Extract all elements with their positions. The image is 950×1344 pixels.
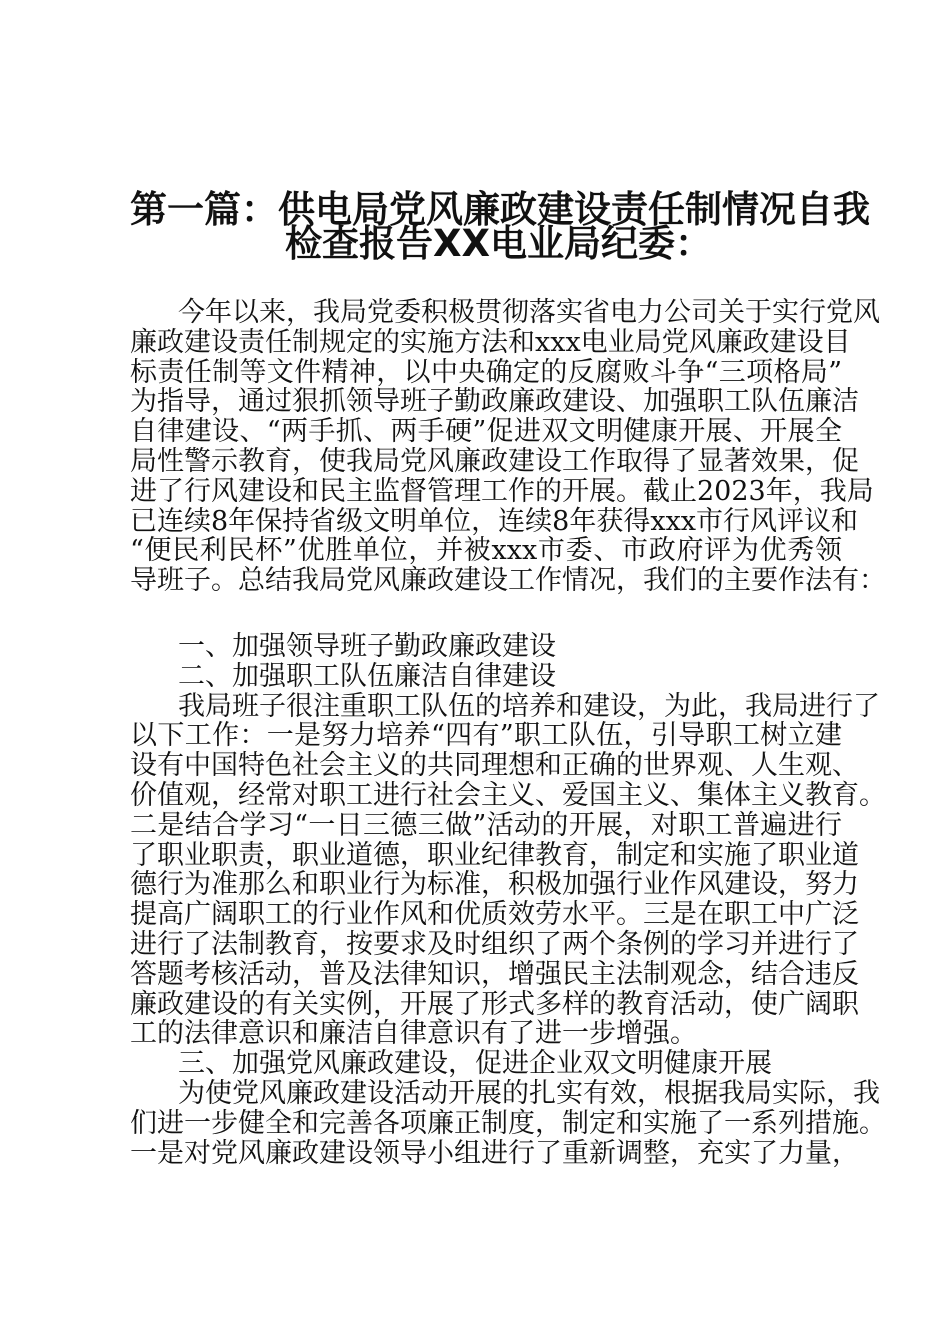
body-sections	[130, 631, 886, 1169]
intro-paragraph	[130, 297, 886, 597]
text-line: 一是对党风廉政建设领导小组进行了重新调整，充实了力量，	[130, 1137, 859, 1169]
text-line: 廉政建设的有关实例，开展了形式多样的教育活动，使广阔职	[130, 988, 859, 1020]
text-line: 已连续8年保持省级文明单位，连续8年获得xxx市行风评议和	[130, 505, 859, 537]
text-line: 标责任制等文件精神，以中央确定的反腐败斗争“三项格局”	[130, 356, 842, 388]
text-line: 一、加强领导班子勤政廉政建设	[178, 631, 556, 662]
text-line: 设有中国特色社会主义的共同理想和正确的世界观、人生观、	[130, 750, 859, 782]
text-line: 为指导，通过狠抓领导班子勤政廉政建设、加强职工队伍廉洁	[130, 386, 859, 418]
text-line: 导班子。总结我局党风廉政建设工作情况，我们的主要作法有：	[130, 565, 886, 597]
text-line: 工的法律意识和廉洁自律意识有了进一步增强。	[130, 1018, 697, 1050]
text-line: 德行为准那么和职业行为标准，积极加强行业作风建设，努力	[130, 869, 859, 901]
text-line: 为使党风廉政建设活动开展的扎实有效，根据我局实际，我	[178, 1077, 880, 1109]
text-line: 们进一步健全和完善各项廉正制度，制定和实施了一系列措施。	[130, 1107, 886, 1139]
text-line: 局性警示教育，使我局党风廉政建设工作取得了显著效果，促	[130, 445, 859, 477]
document-title-line-2: 检查报告XX电业局纪委：	[285, 222, 713, 265]
text-line: 进了行风建设和民主监督管理工作的开展。截止2023年，我局	[130, 475, 874, 507]
text-line: 以下工作：一是努力培养“四有”职工队伍，引导职工树立建	[130, 720, 842, 752]
text-line: 廉政建设责任制规定的实施方法和xxx电业局党风廉政建设目	[130, 326, 851, 358]
text-line: 二、加强职工队伍廉洁自律建设	[178, 660, 556, 692]
text-line: 进行了法制教育，按要求及时组织了两个条例的学习并进行了	[130, 928, 859, 960]
text-line: 答题考核活动，普及法律知识，增强民主法制观念，结合违反	[130, 958, 859, 990]
text-line: 三、加强党风廉政建设，促进企业双文明健康开展	[178, 1048, 772, 1080]
text-line: 自律建设、“两手抓、两手硬”促进双文明健康开展、开展全	[130, 416, 842, 448]
text-line: 提高广阔职工的行业作风和优质效劳水平。三是在职工中广泛	[130, 899, 859, 931]
document-title-line-1: 第一篇：供电局党风廉政建设责任制情况自我	[130, 188, 870, 231]
text-line: 了职业职责，职业道德，职业纪律教育，制定和实施了职业道	[130, 839, 859, 871]
text-line: 今年以来，我局党委积极贯彻落实省电力公司关于实行党风	[178, 297, 880, 328]
text-line: 二是结合学习“一日三德三做”活动的开展，对职工普遍进行	[130, 809, 842, 841]
text-line: 我局班子很注重职工队伍的培养和建设，为此，我局进行了	[178, 690, 880, 722]
text-line: “便民利民杯”优胜单位，并被xxx市委、市政府评为优秀领	[130, 535, 842, 567]
text-line: 价值观，经常对职工进行社会主义、爱国主义、集体主义教育。	[130, 779, 886, 811]
